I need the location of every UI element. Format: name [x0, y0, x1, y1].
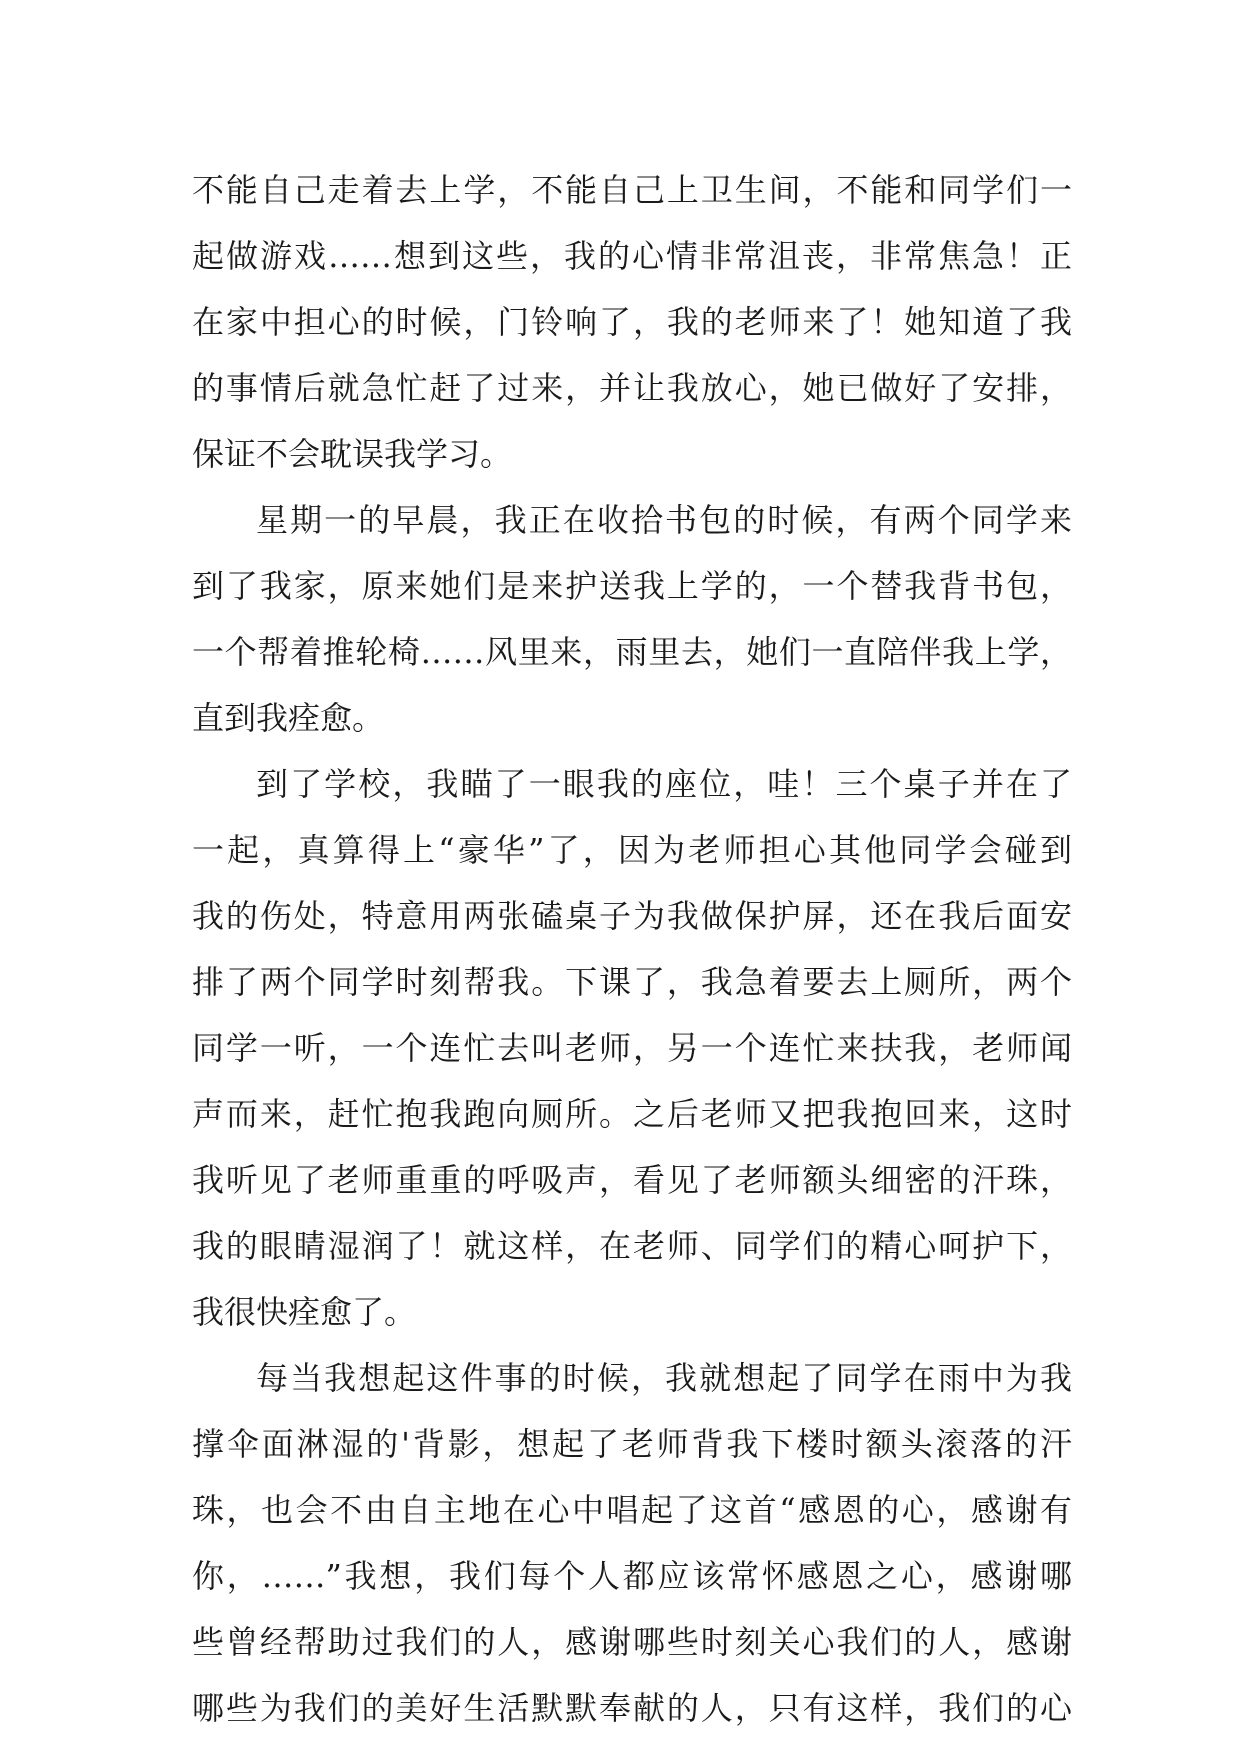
text-line: 起做游戏……想到这些，我的心情非常沮丧，非常焦急！正 [192, 237, 1072, 275]
text-line: 你，……”我想，我们每个人都应该常怀感恩之心，感谢哪 [192, 1557, 1072, 1595]
text-line: 保证不会耽误我学习。 [192, 435, 513, 473]
text-line: 一个帮着推轮椅……风里来，雨里去，她们一直陪伴我上学， [192, 633, 1072, 671]
text-line: 一起，真算得上“豪华”了，因为老师担心其他同学会碰到 [192, 831, 1072, 869]
text-line: 到了学校，我瞄了一眼我的座位，哇！三个桌子并在了 [256, 765, 1072, 803]
text-line: 到了我家，原来她们是来护送我上学的，一个替我背书包， [192, 567, 1072, 605]
text-line: 撑伞面淋湿的'背影，想起了老师背我下楼时额头滚落的汗 [192, 1425, 1072, 1463]
text-line: 我的伤处，特意用两张磕桌子为我做保护屏，还在我后面安 [192, 897, 1072, 935]
text-line: 每当我想起这件事的时候，我就想起了同学在雨中为我 [256, 1359, 1072, 1397]
text-line: 珠，也会不由自主地在心中唱起了这首“感恩的心，感谢有 [192, 1491, 1072, 1529]
text-line: 直到我痊愈。 [192, 699, 385, 737]
text-line: 的事情后就急忙赶了过来，并让我放心，她已做好了安排， [192, 369, 1072, 407]
text-line: 我听见了老师重重的呼吸声，看见了老师额头细密的汗珠， [192, 1161, 1072, 1199]
text-line: 同学一听，一个连忙去叫老师，另一个连忙来扶我，老师闻 [192, 1029, 1072, 1067]
text-line: 声而来，赶忙抱我跑向厕所。之后老师又把我抱回来，这时 [192, 1095, 1072, 1133]
text-line: 些曾经帮助过我们的人，感谢哪些时刻关心我们的人，感谢 [192, 1623, 1072, 1661]
text-line: 星期一的早晨，我正在收拾书包的时候，有两个同学来 [256, 501, 1072, 539]
text-line: 排了两个同学时刻帮我。下课了，我急着要去上厕所，两个 [192, 963, 1072, 1001]
text-line: 哪些为我们的美好生活默默奉献的人，只有这样，我们的心 [192, 1689, 1072, 1727]
text-line: 不能自己走着去上学，不能自己上卫生间，不能和同学们一 [192, 171, 1072, 209]
text-line: 我很快痊愈了。 [192, 1293, 417, 1331]
text-line: 我的眼睛湿润了！就这样，在老师、同学们的精心呵护下， [192, 1227, 1072, 1265]
text-line: 在家中担心的时候，门铃响了，我的老师来了！她知道了我 [192, 303, 1072, 341]
document-body [192, 157, 1072, 1741]
